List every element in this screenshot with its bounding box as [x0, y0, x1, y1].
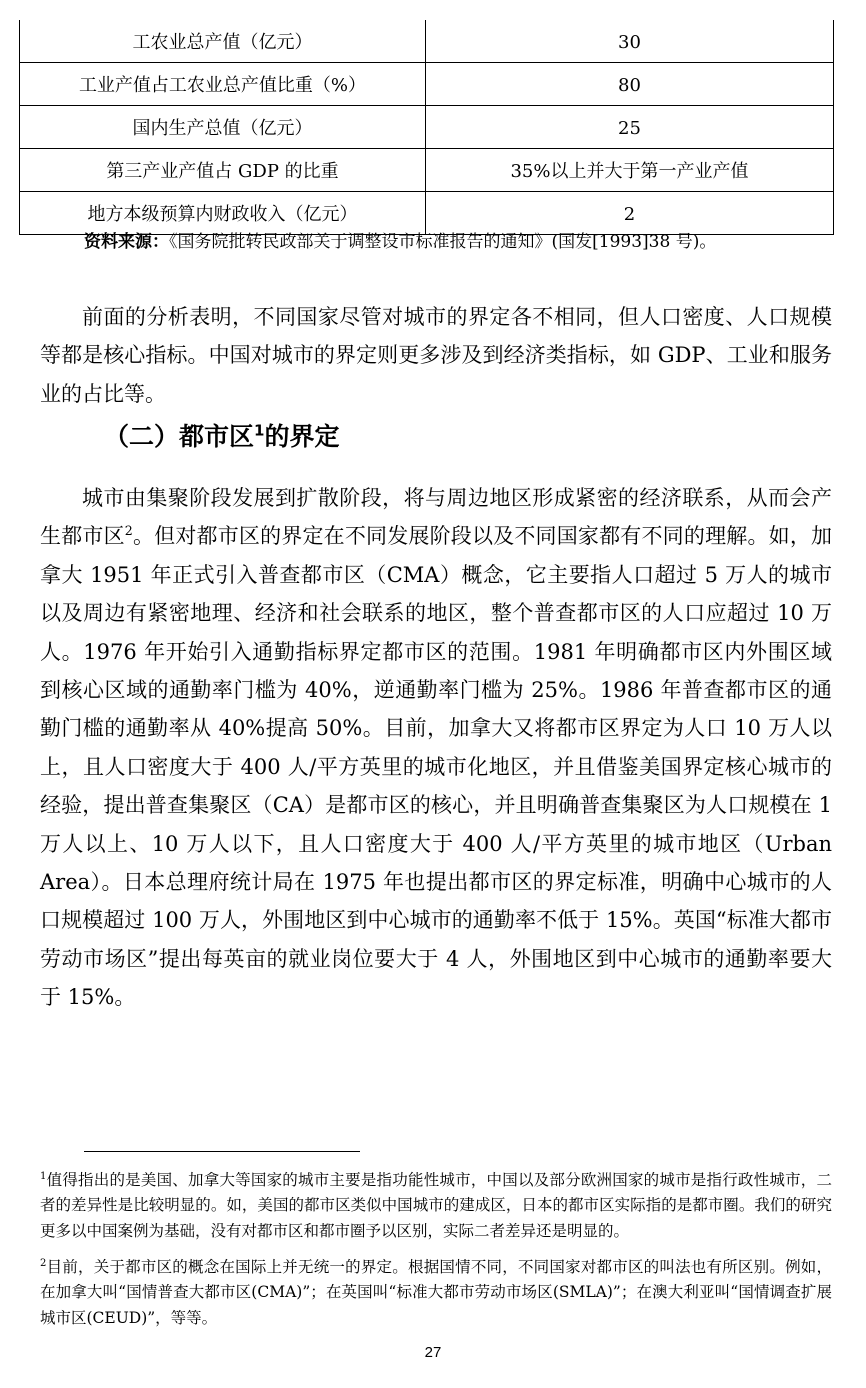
table-cell-value: 80 — [426, 63, 834, 106]
page-number: 27 — [424, 1344, 442, 1361]
footnote — [40, 1168, 832, 1244]
table-cell-label: 第三产业产值占 GDP 的比重 — [20, 149, 426, 192]
table-cell-label: 工业产值占工农业总产值比重（%） — [20, 63, 426, 106]
table-source-note — [84, 230, 716, 254]
footnote-mark: 1 — [40, 1170, 47, 1182]
paragraph-text-tail: 。但对都市区的界定在不同发展阶段以及不同国家都有不同的理解。如，加拿大 1951 年正式引入普查都市区（CMA）概念，它主要指人口超过 5 万人的城市以及周边有紧密地理、经济和社会联系的地区，整个普查都市区的人口应超过 10 万人。1976 年开始引入通勤指标界定都市区的范围。1981 年明确都市区内外围区域到核心区域的通勤率门槛为 40%，逆通勤率门槛为 25%。1986 年普查都市区的通勤门槛的通勤率从 40%提高 50%。目前，加拿大又将都市区界定为人口 10 万人以上，且人口密度大于 400 人/平方英里的城市化地区，并且借鉴美国界定核心城市的经验，提出普查集聚区（CA）是都市区的核心，并且明确普查集聚区为人口规模在 1 万人以上、10 万人以下，且人口密度大于 400 人/平方英里的城市地区（Urban Area）。日本总理府统计局在 1975 年也提出都市区的界定标准，明确中心城市的人口规模超过 100 万人，外围地区到中心城市的通勤率不低于 15%。英国“标准大都市劳动市场区”提出每英亩的就业岗位要大于 4 人，外围地区到中心城市的通勤率要大于 15%。 — [40, 524, 833, 1010]
source-label: 资料来源： — [84, 232, 169, 252]
table-row — [20, 192, 834, 235]
body-paragraph: 前面的分析表明，不同国家尽管对城市的界定各不相同，但人口密度、人口规模等都是核心指标。中国对城市的界定则更多涉及到经济类指标，如 GDP、工业和服务业的占比等。 — [40, 305, 832, 406]
table-cell-label: 地方本级预算内财政收入（亿元） — [20, 192, 426, 235]
paragraph-text: 城市由集聚阶段发展到扩散阶段，将与周边地区形成紧密的经济联系，从而会产生都市区 — [40, 486, 832, 549]
footnote-ref[interactable]: 2 — [124, 523, 133, 539]
footnote-mark: 2 — [40, 1257, 47, 1269]
source-text: 《国务院批转民政部关于调整设市标准报告的通知》(国发[1993]38 号)。 — [169, 232, 717, 252]
table-cell-label: 国内生产总值（亿元） — [20, 106, 426, 149]
table-cell-value: 30 — [426, 20, 834, 63]
footnote — [40, 1255, 832, 1331]
table-cell-value: 25 — [426, 106, 834, 149]
table-row — [20, 20, 834, 63]
table-cell-value: 35%以上并大于第一产业产值 — [426, 149, 834, 192]
table-row — [20, 149, 834, 192]
table-cell-value: 2 — [426, 192, 834, 235]
section-heading — [104, 420, 339, 454]
footnote-text: 值得指出的是美国、加拿大等国家的城市主要是指功能性城市，中国以及部分欧洲国家的城市是指行政性城市，二者的差异性是比较明显的。如，美国的都市区类似中国城市的建成区，日本的都市区实际指的是都市圈。我们的研究更多以中国案例为基础，没有对都市区和都市圈予以区别，实际二者差异还是明显的。 — [40, 1171, 832, 1240]
footnote-text: 目前，关于都市区的概念在国际上并无统一的界定。根据国情不同，不同国家对都市区的叫法也有所区别。例如，在加拿大叫“国情普查大都市区(CMA)”；在英国叫“标准大都市劳动市场区(SMLA)”；在澳大利亚叫“国情调查扩展城市区(CEUD)”，等等。 — [40, 1258, 832, 1327]
body-paragraph — [40, 479, 832, 1017]
footnote-divider — [84, 1151, 360, 1152]
table-row — [20, 63, 834, 106]
heading-text-tail: 的界定 — [264, 422, 340, 451]
footnote-ref[interactable]: 1 — [254, 421, 265, 440]
table-row — [20, 106, 834, 149]
heading-text: （二）都市区 — [104, 422, 255, 451]
table-cell-label: 工农业总产值（亿元） — [20, 20, 426, 63]
city-criteria-table — [19, 20, 834, 235]
